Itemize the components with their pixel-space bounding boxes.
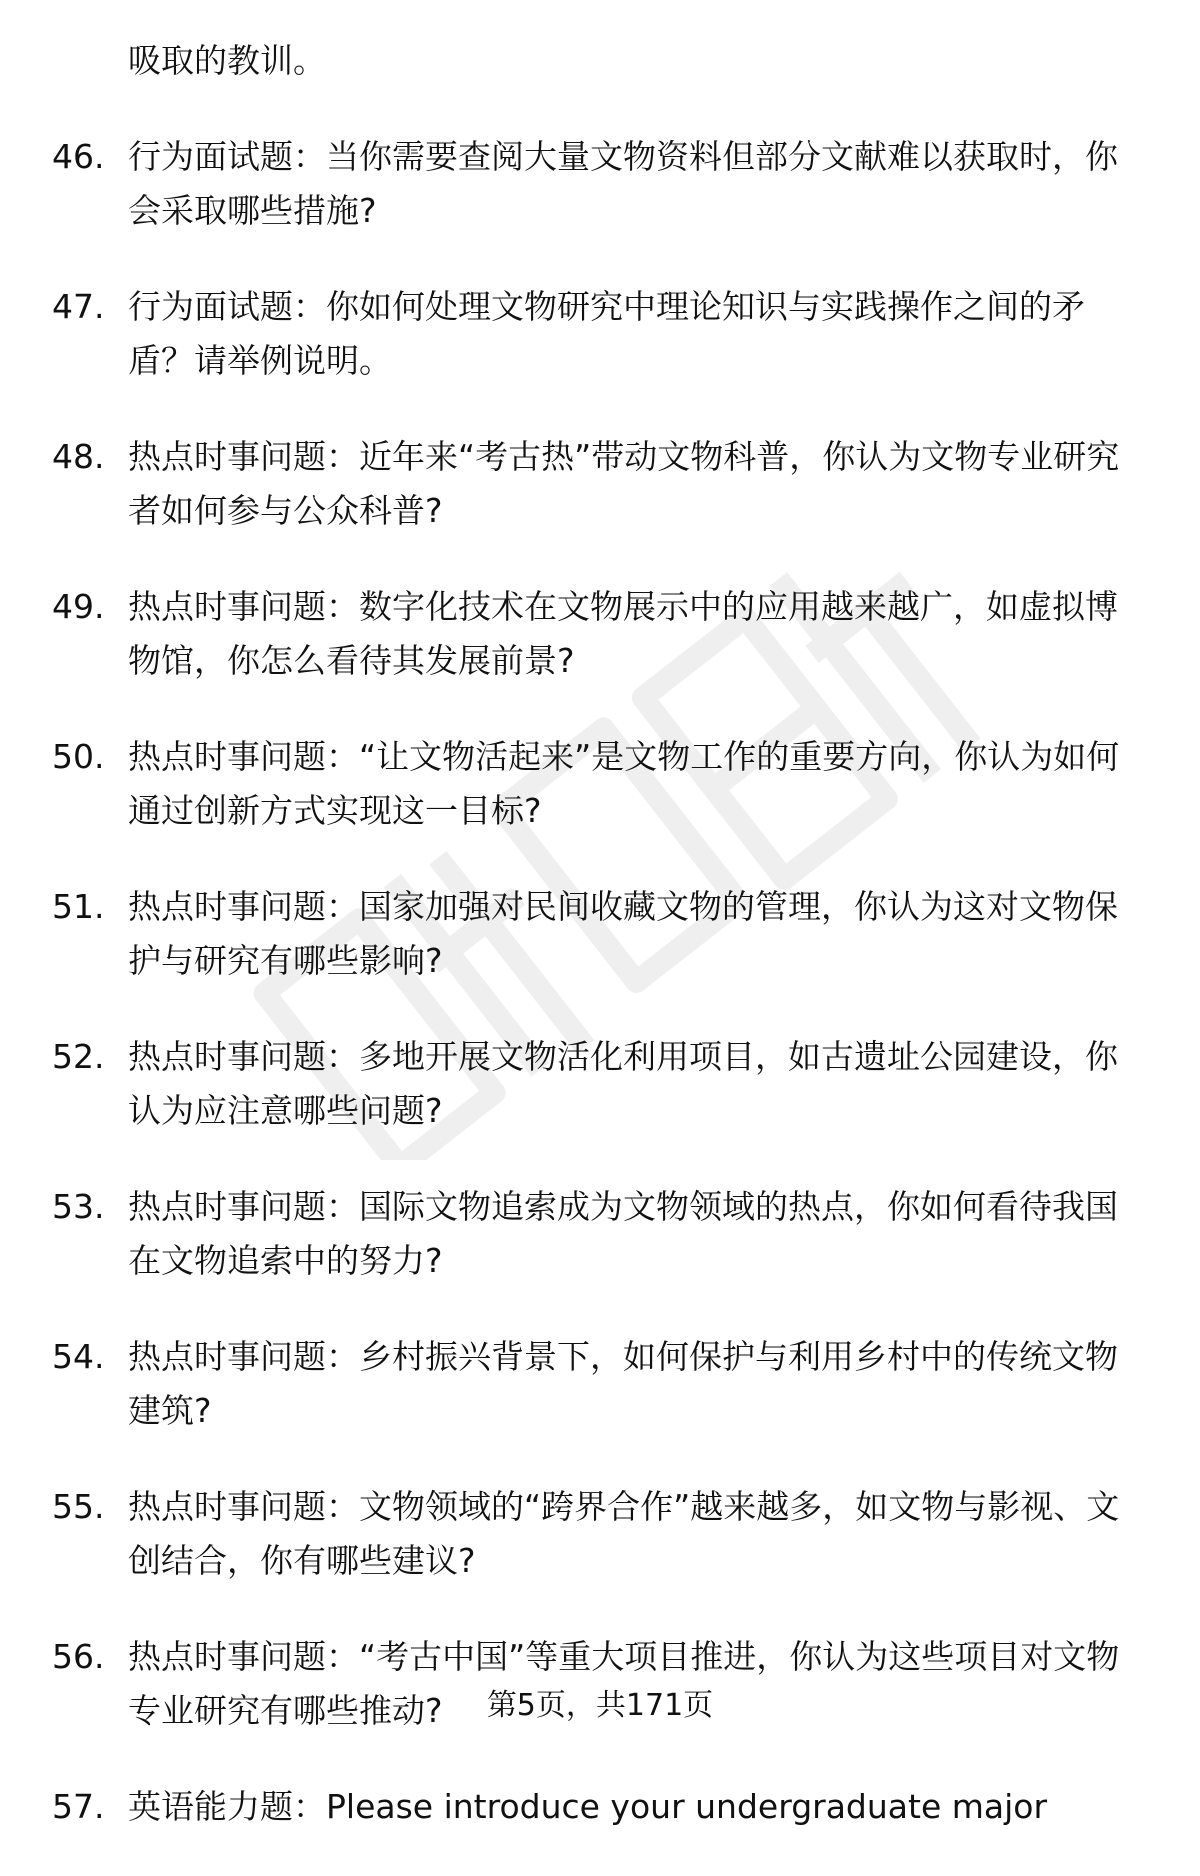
- list-item: [0, 1780, 1200, 1834]
- item-text: 热点时事问题：近年来“考古热”带动文物科普，你认为文物专业研究者如何参与公众科普?: [128, 437, 1120, 530]
- list-item: [0, 280, 1200, 388]
- item-text: 热点时事问题：国际文物追索成为文物领域的热点，你如何看待我国在文物追索中的努力?: [128, 1187, 1118, 1280]
- item-number: 53.: [52, 1187, 105, 1226]
- list-item: [0, 1030, 1200, 1138]
- item-number: 49.: [52, 587, 105, 626]
- item-number: 57.: [52, 1787, 105, 1826]
- list-item-continuation: [0, 34, 1200, 88]
- item-text: 英语能力题：Please introduce your undergraduate major: [128, 1787, 1048, 1826]
- item-text: 热点时事问题：“让文物活起来”是文物工作的重要方向，你认为如何通过创新方式实现这一目标?: [128, 737, 1120, 830]
- item-text: 热点时事问题：文物领域的“跨界合作”越来越多，如文物与影视、文创结合，你有哪些建议?: [128, 1487, 1120, 1580]
- question-list: [0, 34, 1200, 1876]
- continuation-text: 吸取的教训。: [128, 41, 326, 80]
- item-number: 48.: [52, 437, 105, 476]
- item-number: 46.: [52, 137, 105, 176]
- list-item: [0, 130, 1200, 238]
- list-item: [0, 580, 1200, 688]
- item-text: 热点时事问题：乡村振兴背景下，如何保护与利用乡村中的传统文物建筑?: [128, 1337, 1118, 1430]
- item-number: 47.: [52, 287, 105, 326]
- list-item: [0, 430, 1200, 538]
- item-number: 50.: [52, 737, 105, 776]
- item-text: 热点时事问题：数字化技术在文物展示中的应用越来越广，如虚拟博物馆，你怎么看待其发展前景?: [128, 587, 1118, 680]
- item-text: 行为面试题：当你需要查阅大量文物资料但部分文献难以获取时，你会采取哪些措施?: [128, 137, 1118, 230]
- list-item: [0, 1330, 1200, 1438]
- list-item: [0, 730, 1200, 838]
- item-number: 55.: [52, 1487, 105, 1526]
- item-number: 56.: [52, 1637, 105, 1676]
- list-item: [0, 1180, 1200, 1288]
- item-text: 热点时事问题：多地开展文物活化利用项目，如古遗址公园建设，你认为应注意哪些问题?: [128, 1037, 1118, 1130]
- item-number: 51.: [52, 887, 105, 926]
- list-item: [0, 1480, 1200, 1588]
- item-text: 热点时事问题：“考古中国”等重大项目推进，你认为这些项目对文物专业研究有哪些推动?: [128, 1637, 1120, 1730]
- page-footer: 第5页，共171页: [486, 1688, 714, 1723]
- item-text: 行为面试题：你如何处理文物研究中理论知识与实践操作之间的矛盾？请举例说明。: [128, 287, 1085, 380]
- item-number: 52.: [52, 1037, 105, 1076]
- list-item: [0, 880, 1200, 988]
- item-text: 热点时事问题：国家加强对民间收藏文物的管理，你认为这对文物保护与研究有哪些影响?: [128, 887, 1118, 980]
- item-number: 54.: [52, 1337, 105, 1376]
